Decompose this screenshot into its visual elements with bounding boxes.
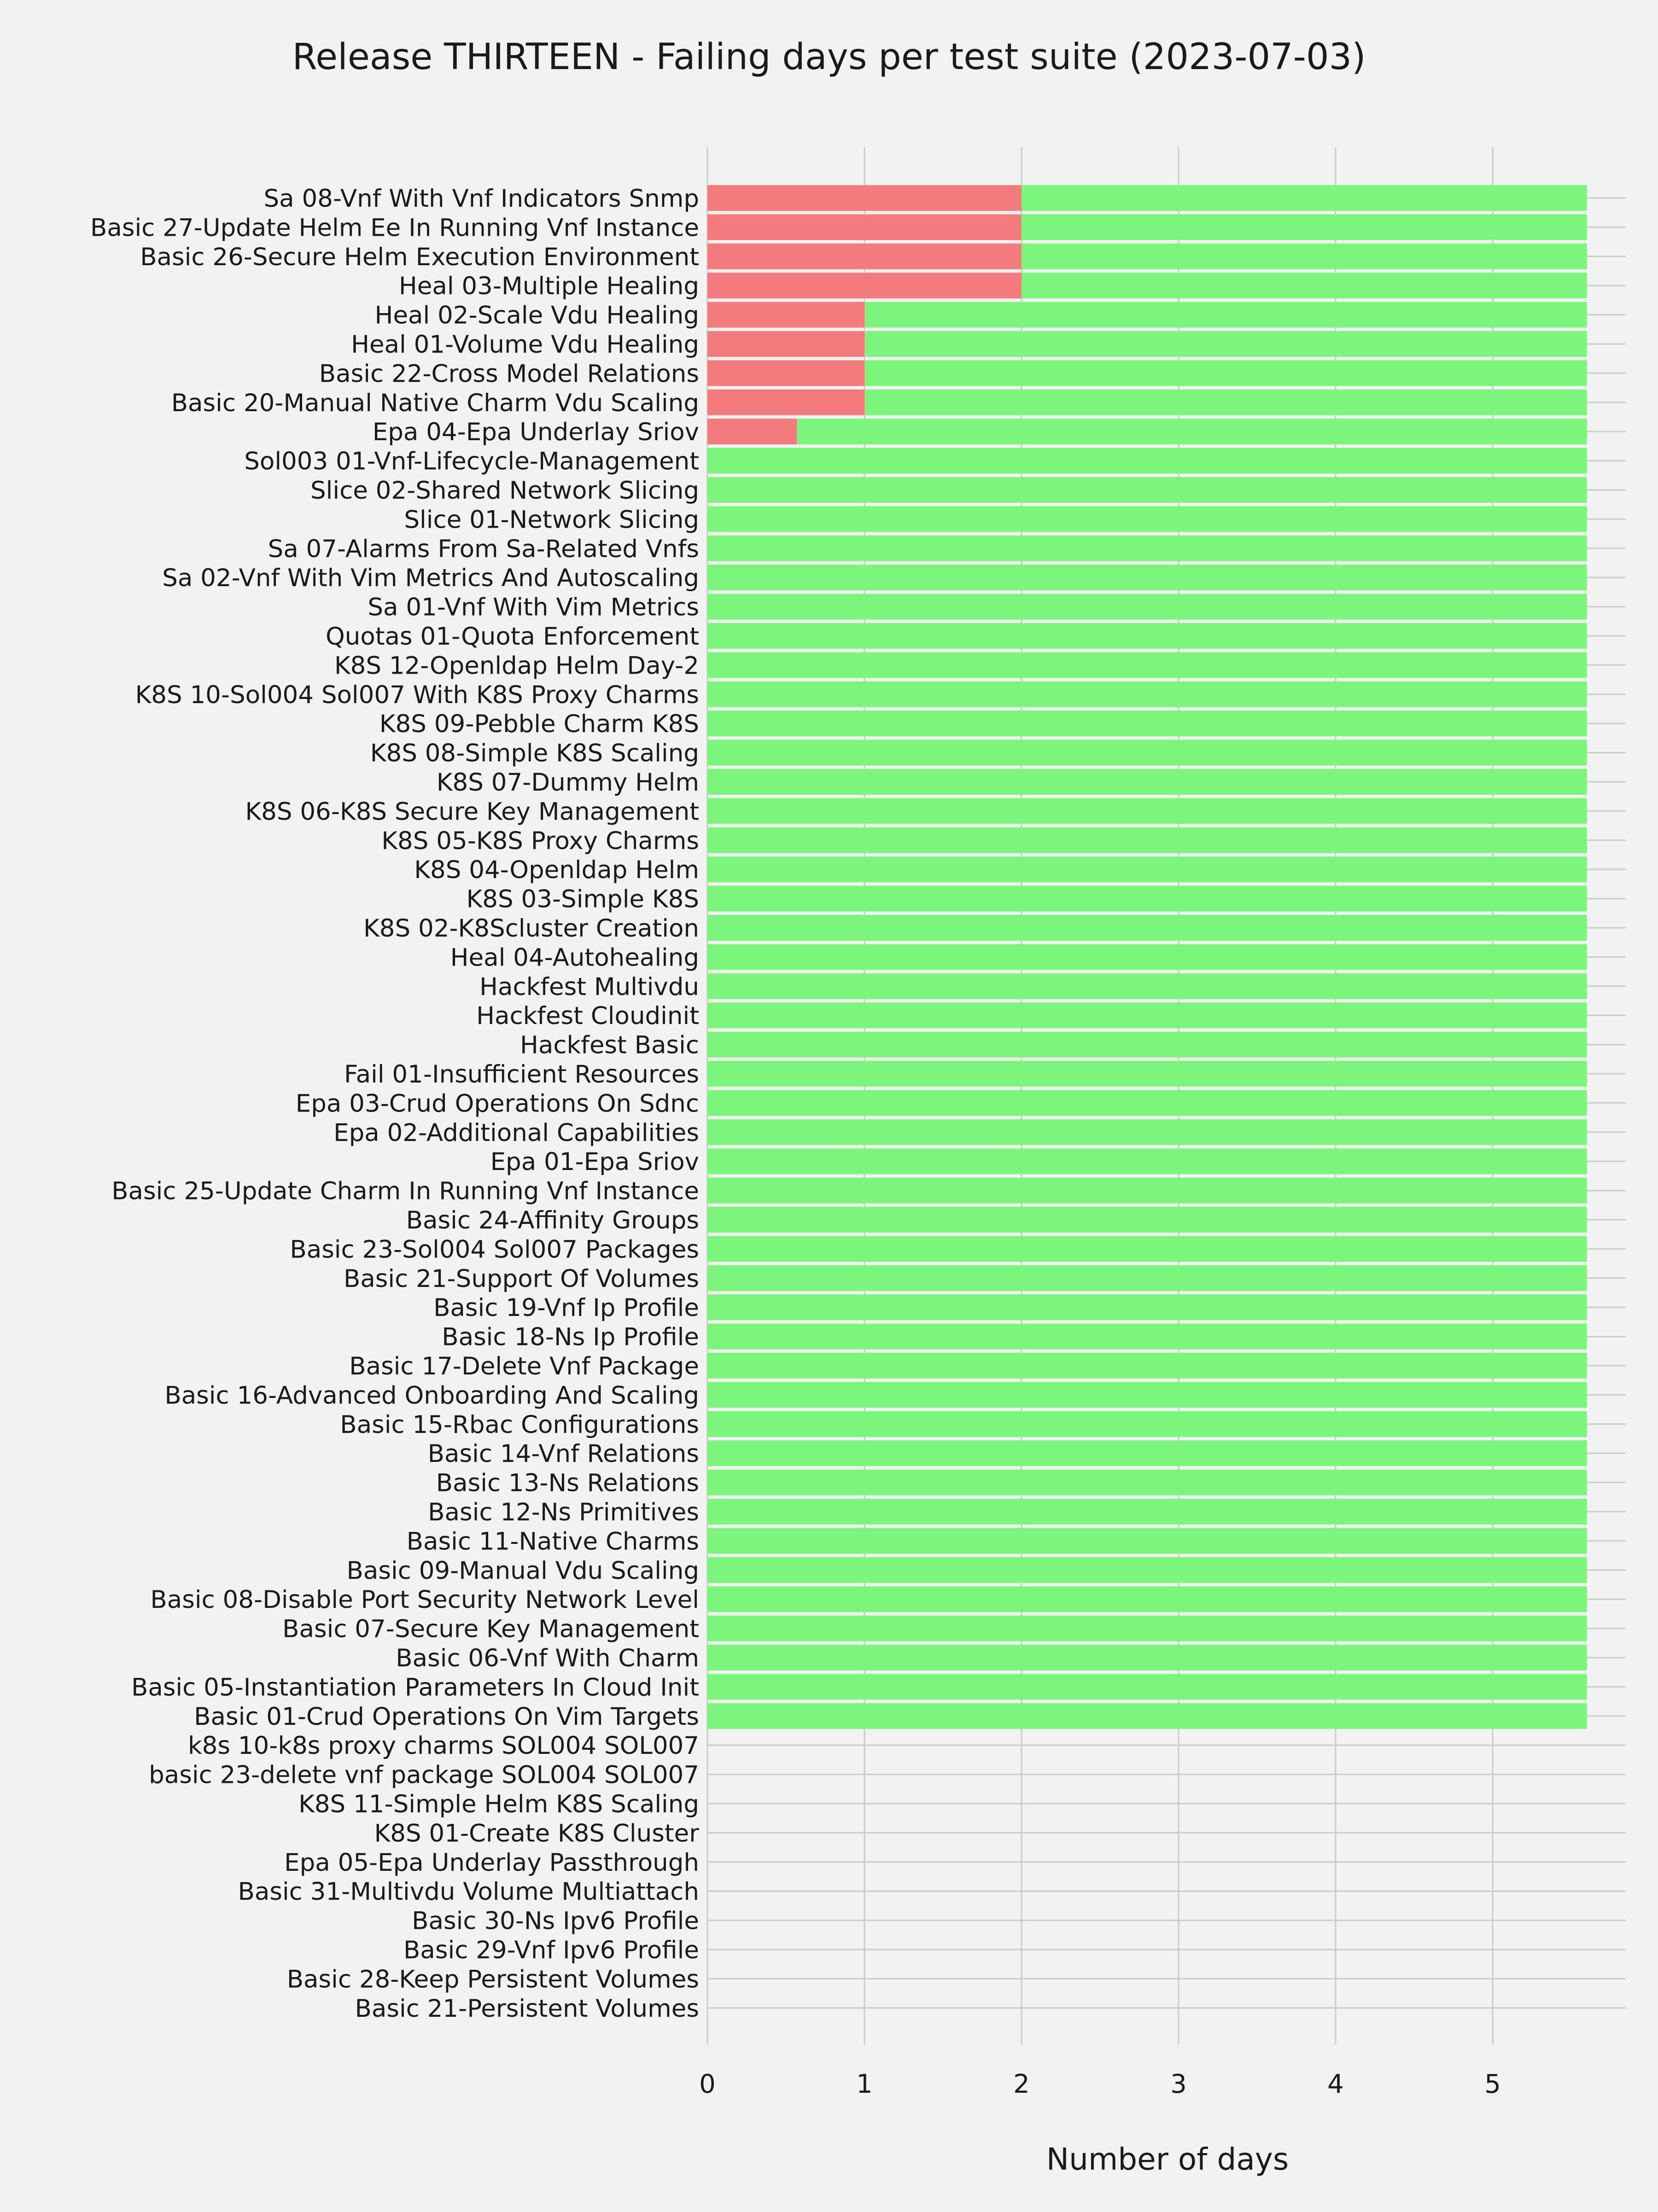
bar-failing [707,360,864,386]
bar-passing [707,565,1587,590]
category-label: Basic 01-Crud Operations On Vim Targets [194,1702,699,1731]
bar-passing [707,1265,1587,1291]
category-label: Sa 08-Vnf With Vnf Indicators Snmp [263,185,699,213]
category-label: Basic 28-Keep Persistent Volumes [286,1965,699,1994]
bar-passing [1022,214,1587,240]
category-label: Quotas 01-Quota Enforcement [326,623,699,651]
bar-passing [707,886,1587,912]
category-label: Basic 23-Sol004 Sol007 Packages [290,1235,699,1264]
bar-passing [707,1207,1587,1233]
category-label: basic 23-delete vnf package SOL004 SOL007 [149,1761,699,1789]
category-label: Epa 03-Crud Operations On Sdnc [295,1089,699,1118]
bar-passing [707,1090,1587,1116]
bar-failing [707,185,1022,211]
category-label: K8S 02-K8Scluster Creation [363,914,699,943]
category-label: Heal 01-Volume Vdu Healing [351,331,699,359]
category-label: Epa 01-Epa Sriov [490,1148,699,1176]
bar-passing [707,1557,1587,1583]
bar-passing [707,973,1587,999]
bar-passing [707,1703,1587,1729]
category-label: K8S 07-Dummy Helm [436,768,699,797]
category-label: K8S 10-Sol004 Sol007 With K8S Proxy Charms [135,681,699,709]
category-label: Basic 11-Native Charms [406,1527,699,1556]
category-label: Basic 16-Advanced Onboarding And Scaling [164,1381,699,1410]
category-label: Basic 21-Persistent Volumes [355,1994,699,2023]
category-label: K8S 12-Openldap Helm Day-2 [334,652,699,680]
bar-passing [707,623,1587,649]
category-label: Basic 19-Vnf Ip Profile [433,1294,699,1322]
category-label: K8S 06-K8S Secure Key Management [245,797,699,826]
bar-passing [707,681,1587,707]
category-label: Basic 31-Multivdu Volume Multiattach [238,1878,699,1906]
bar-passing [707,1382,1587,1408]
category-label: K8S 01-Create K8S Cluster [374,1819,699,1848]
category-label: Basic 09-Manual Vdu Scaling [346,1556,699,1585]
category-label: K8S 03-Simple K8S [466,885,699,914]
bar-failing [707,302,864,328]
category-label: K8S 09-Pebble Charm K8S [379,710,699,739]
bar-passing [707,1294,1587,1320]
category-label: K8S 08-Simple K8S Scaling [370,739,699,768]
bar-passing [864,390,1587,415]
category-label: Basic 15-Rbac Configurations [340,1410,699,1439]
category-label: Basic 18-Ns Ip Profile [442,1323,699,1351]
category-label: Basic 07-Secure Key Management [282,1615,699,1643]
bar-passing [707,1178,1587,1204]
bar-passing [707,1528,1587,1554]
bar-passing [707,856,1587,882]
category-label: Epa 04-Epa Underlay Sriov [372,418,699,447]
bar-passing [707,1032,1587,1058]
bar-passing [707,652,1587,678]
category-label: Basic 25-Update Charm In Running Vnf Instance [111,1177,699,1205]
category-label: K8S 11-Simple Helm K8S Scaling [298,1790,699,1818]
x-tick-label: 1 [856,2069,873,2099]
bar-passing [1022,185,1587,211]
category-label: Basic 21-Support Of Volumes [343,1264,699,1293]
category-label: Hackfest Multivdu [479,972,699,1001]
bar-passing [707,1645,1587,1671]
category-label: K8S 04-Openldap Helm [414,856,699,885]
category-label: Heal 03-Multiple Healing [398,272,699,301]
bar-passing [707,1353,1587,1379]
bar-passing [707,536,1587,561]
x-tick-label: 5 [1484,2069,1501,2099]
bar-passing [707,710,1587,736]
bar-failing [707,331,864,357]
category-label: Basic 17-Delete Vnf Package [349,1352,699,1380]
category-label: Basic 27-Update Helm Ee In Running Vnf Instance [90,214,699,242]
bar-passing [707,1616,1587,1642]
bar-passing [707,827,1587,853]
category-label: Epa 02-Additional Capabilities [333,1118,699,1147]
category-label: Basic 12-Ns Primitives [428,1498,699,1526]
category-label: Hackfest Basic [520,1031,699,1059]
category-label: Sa 07-Alarms From Sa-Related Vnfs [268,535,699,563]
bar-passing [707,1119,1587,1145]
category-label: Slice 01-Network Slicing [404,506,699,534]
bar-passing [797,419,1587,444]
category-label: Epa 05-Epa Underlay Passthrough [284,1848,699,1877]
category-label: Basic 22-Cross Model Relations [319,360,699,388]
category-label: Basic 29-Vnf Ipv6 Profile [403,1936,699,1964]
x-tick-label: 0 [699,2069,716,2099]
category-label: Basic 05-Instantiation Parameters In Cloud Init [131,1673,699,1702]
bar-passing [707,740,1587,766]
category-label: K8S 05-K8S Proxy Charms [381,827,699,855]
bar-passing [864,360,1587,386]
bar-passing [707,769,1587,795]
bar-passing [707,477,1587,503]
bar-passing [707,1148,1587,1174]
bar-passing [707,1470,1587,1496]
bar-passing [707,798,1587,824]
bar-passing [707,448,1587,474]
bar-passing [707,1324,1587,1350]
bar-passing [707,1674,1587,1700]
bar-failing [707,390,864,415]
category-label: Sa 02-Vnf With Vim Metrics And Autoscaling [162,564,699,593]
category-label: Heal 02-Scale Vdu Healing [374,301,699,330]
category-label: Basic 24-Affinity Groups [406,1206,699,1234]
x-tick-label: 3 [1170,2069,1187,2099]
chart-title: Release THIRTEEN - Failing days per test suite (2023-07-03) [292,36,1366,78]
category-label: Basic 13-Ns Relations [436,1469,699,1497]
category-label: Basic 14-Vnf Relations [427,1440,699,1468]
bar-passing [864,302,1587,328]
bar-passing [864,331,1587,357]
bar-passing [1022,273,1587,298]
category-label: Sa 01-Vnf With Vim Metrics [368,593,699,622]
category-label: Basic 08-Disable Port Security Network Level [150,1586,699,1614]
category-label: Basic 26-Secure Helm Execution Environment [140,243,699,271]
x-tick-label: 4 [1327,2069,1344,2099]
category-label: Basic 30-Ns Ipv6 Profile [412,1907,699,1935]
bar-passing [707,1499,1587,1525]
bar-failing [707,273,1022,298]
bar-passing [707,1236,1587,1262]
bar-passing [707,1411,1587,1437]
category-label: Slice 02-Shared Network Slicing [310,477,699,505]
bar-passing [707,506,1587,532]
category-label: Basic 20-Manual Native Charm Vdu Scaling [171,389,699,417]
category-label: Heal 04-Autohealing [450,943,699,972]
bar-passing [1022,244,1587,269]
x-axis-label: Number of days [1046,2142,1289,2177]
x-tick-label: 2 [1013,2069,1030,2099]
category-label: Hackfest Cloudinit [476,1002,699,1030]
bar-passing [707,1061,1587,1087]
category-label: Sol003 01-Vnf-Lifecycle-Management [244,447,699,476]
category-label: k8s 10-k8s proxy charms SOL004 SOL007 [187,1732,699,1760]
bar-passing [707,594,1587,620]
bar-passing [707,1586,1587,1612]
category-label: Basic 06-Vnf With Charm [396,1644,699,1672]
bar-passing [707,915,1587,941]
bar-passing [707,1440,1587,1466]
category-label: Fail 01-Insufficient Resources [344,1060,699,1089]
bar-passing [707,944,1587,970]
bar-passing [707,1002,1587,1028]
bar-failing [707,214,1022,240]
bar-failing [707,419,797,444]
bar-failing [707,244,1022,269]
